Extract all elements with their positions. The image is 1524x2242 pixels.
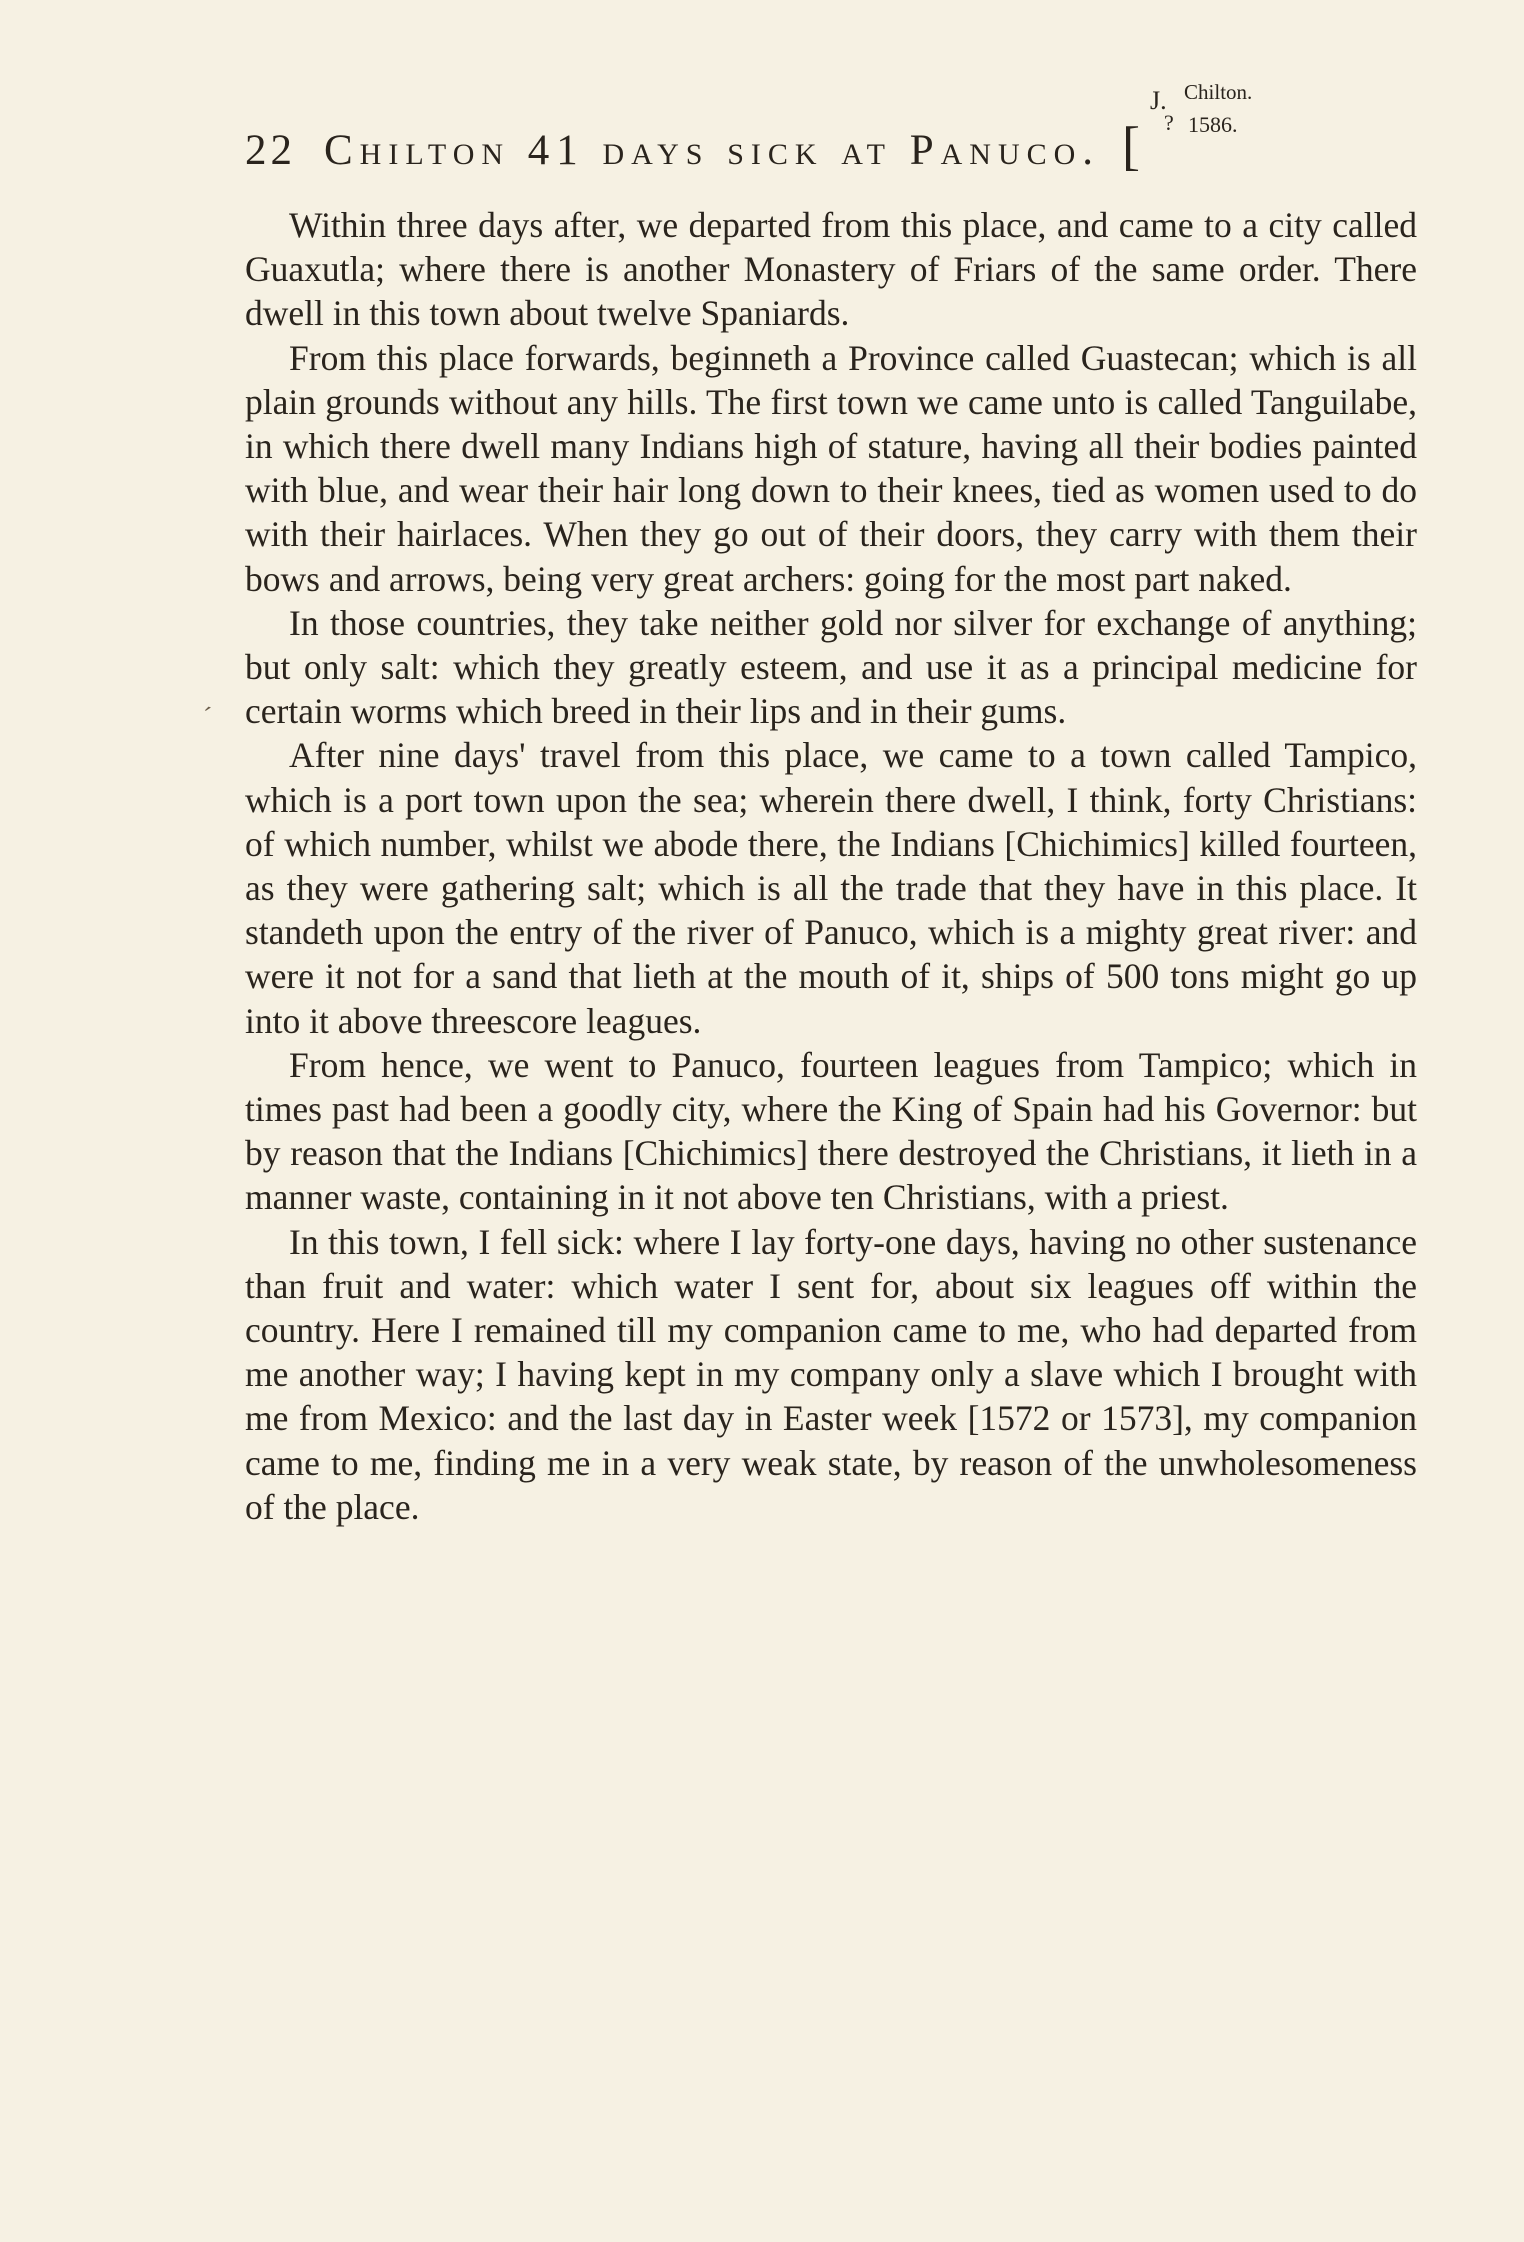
paragraph-guaxutla: Within three days after, we departed from this place, and came to a city called Guaxutla; where there is another Monastery of Friars of the same order. There dwell in this town about twelve Spaniards. (245, 205, 1417, 334)
paragraph-panuco: From hence, we went to Panuco, fourteen leagues from Tampico; which in times past had been a goodly city, where the King of Spain had his Governor: but by reason that the Indians [Chichimics] there destroyed the Christians, it lieth in a manner waste, containing in it not above ten Christians, with a priest. (245, 1044, 1417, 1218)
sidenote-bracket: [ (1122, 116, 1141, 176)
running-title: Chilton 41 days sick at Panuco. (324, 127, 1101, 174)
paragraph-tampico: After nine days' travel from this place, we came to a town called Tampico, which is a port town upon the sea; wherein there dwell, I think, forty Christians: of which number, whilst we abode there, the Indians [Chichimics] killed fourteen, as they were gathering salt; which is all the trade that they have in this place. It standeth upon the entry of the river of Panuco, which is a mighty great river: and were it not for a sand that lieth at the mouth of it, ships of 500 tons might go up into it above threescore leagues. (245, 735, 1417, 1041)
paragraph-salt-exchange: In those countries, they take neither gold nor silver for exchange of anything; but only salt: which they greatly esteem, and use it as a principal medicine for certain worms which breed in their lips and in their gums. (245, 602, 1417, 732)
date-query-mark: ? (1164, 110, 1174, 135)
paragraph-guastecan: From this place forwards, beginneth a Province called Guastecan; which is all plain grounds without any hills. The first town we came unto is called Tanguilabe, in which there dwell many Indians high of stature, having all their bodies painted with blue, and wear their hair long down to their knees, tied as women used to do with their hairlaces. When they go out of their doors, they carry with them their bows and arrows, being very great archers: going for the most part naked. (245, 337, 1417, 599)
paragraph-sickness: In this town, I fell sick: where I lay forty-one days, having no other sustenance than fruit and water: which water I sent for, about six leagues off within the country. Here I remained till my companion came to me, who had departed from me another way; I having kept in my company only a slave which I brought with me from Mexico: and the last day in Easter week [1572 or 1573], my companion came to me, finding me in a very weak state, by reason of the unwholesomeness of the place. (245, 1221, 1417, 1527)
author-initial: J. (1150, 86, 1167, 115)
body-text (245, 203, 1417, 1529)
margin-mark: ′ (197, 701, 213, 733)
date-year: 1586. (1188, 112, 1238, 137)
author-date-sidenote (1150, 80, 1260, 164)
page-number: 22 (245, 127, 296, 174)
author-name: Chilton. (1184, 80, 1253, 104)
running-header (245, 80, 1425, 176)
